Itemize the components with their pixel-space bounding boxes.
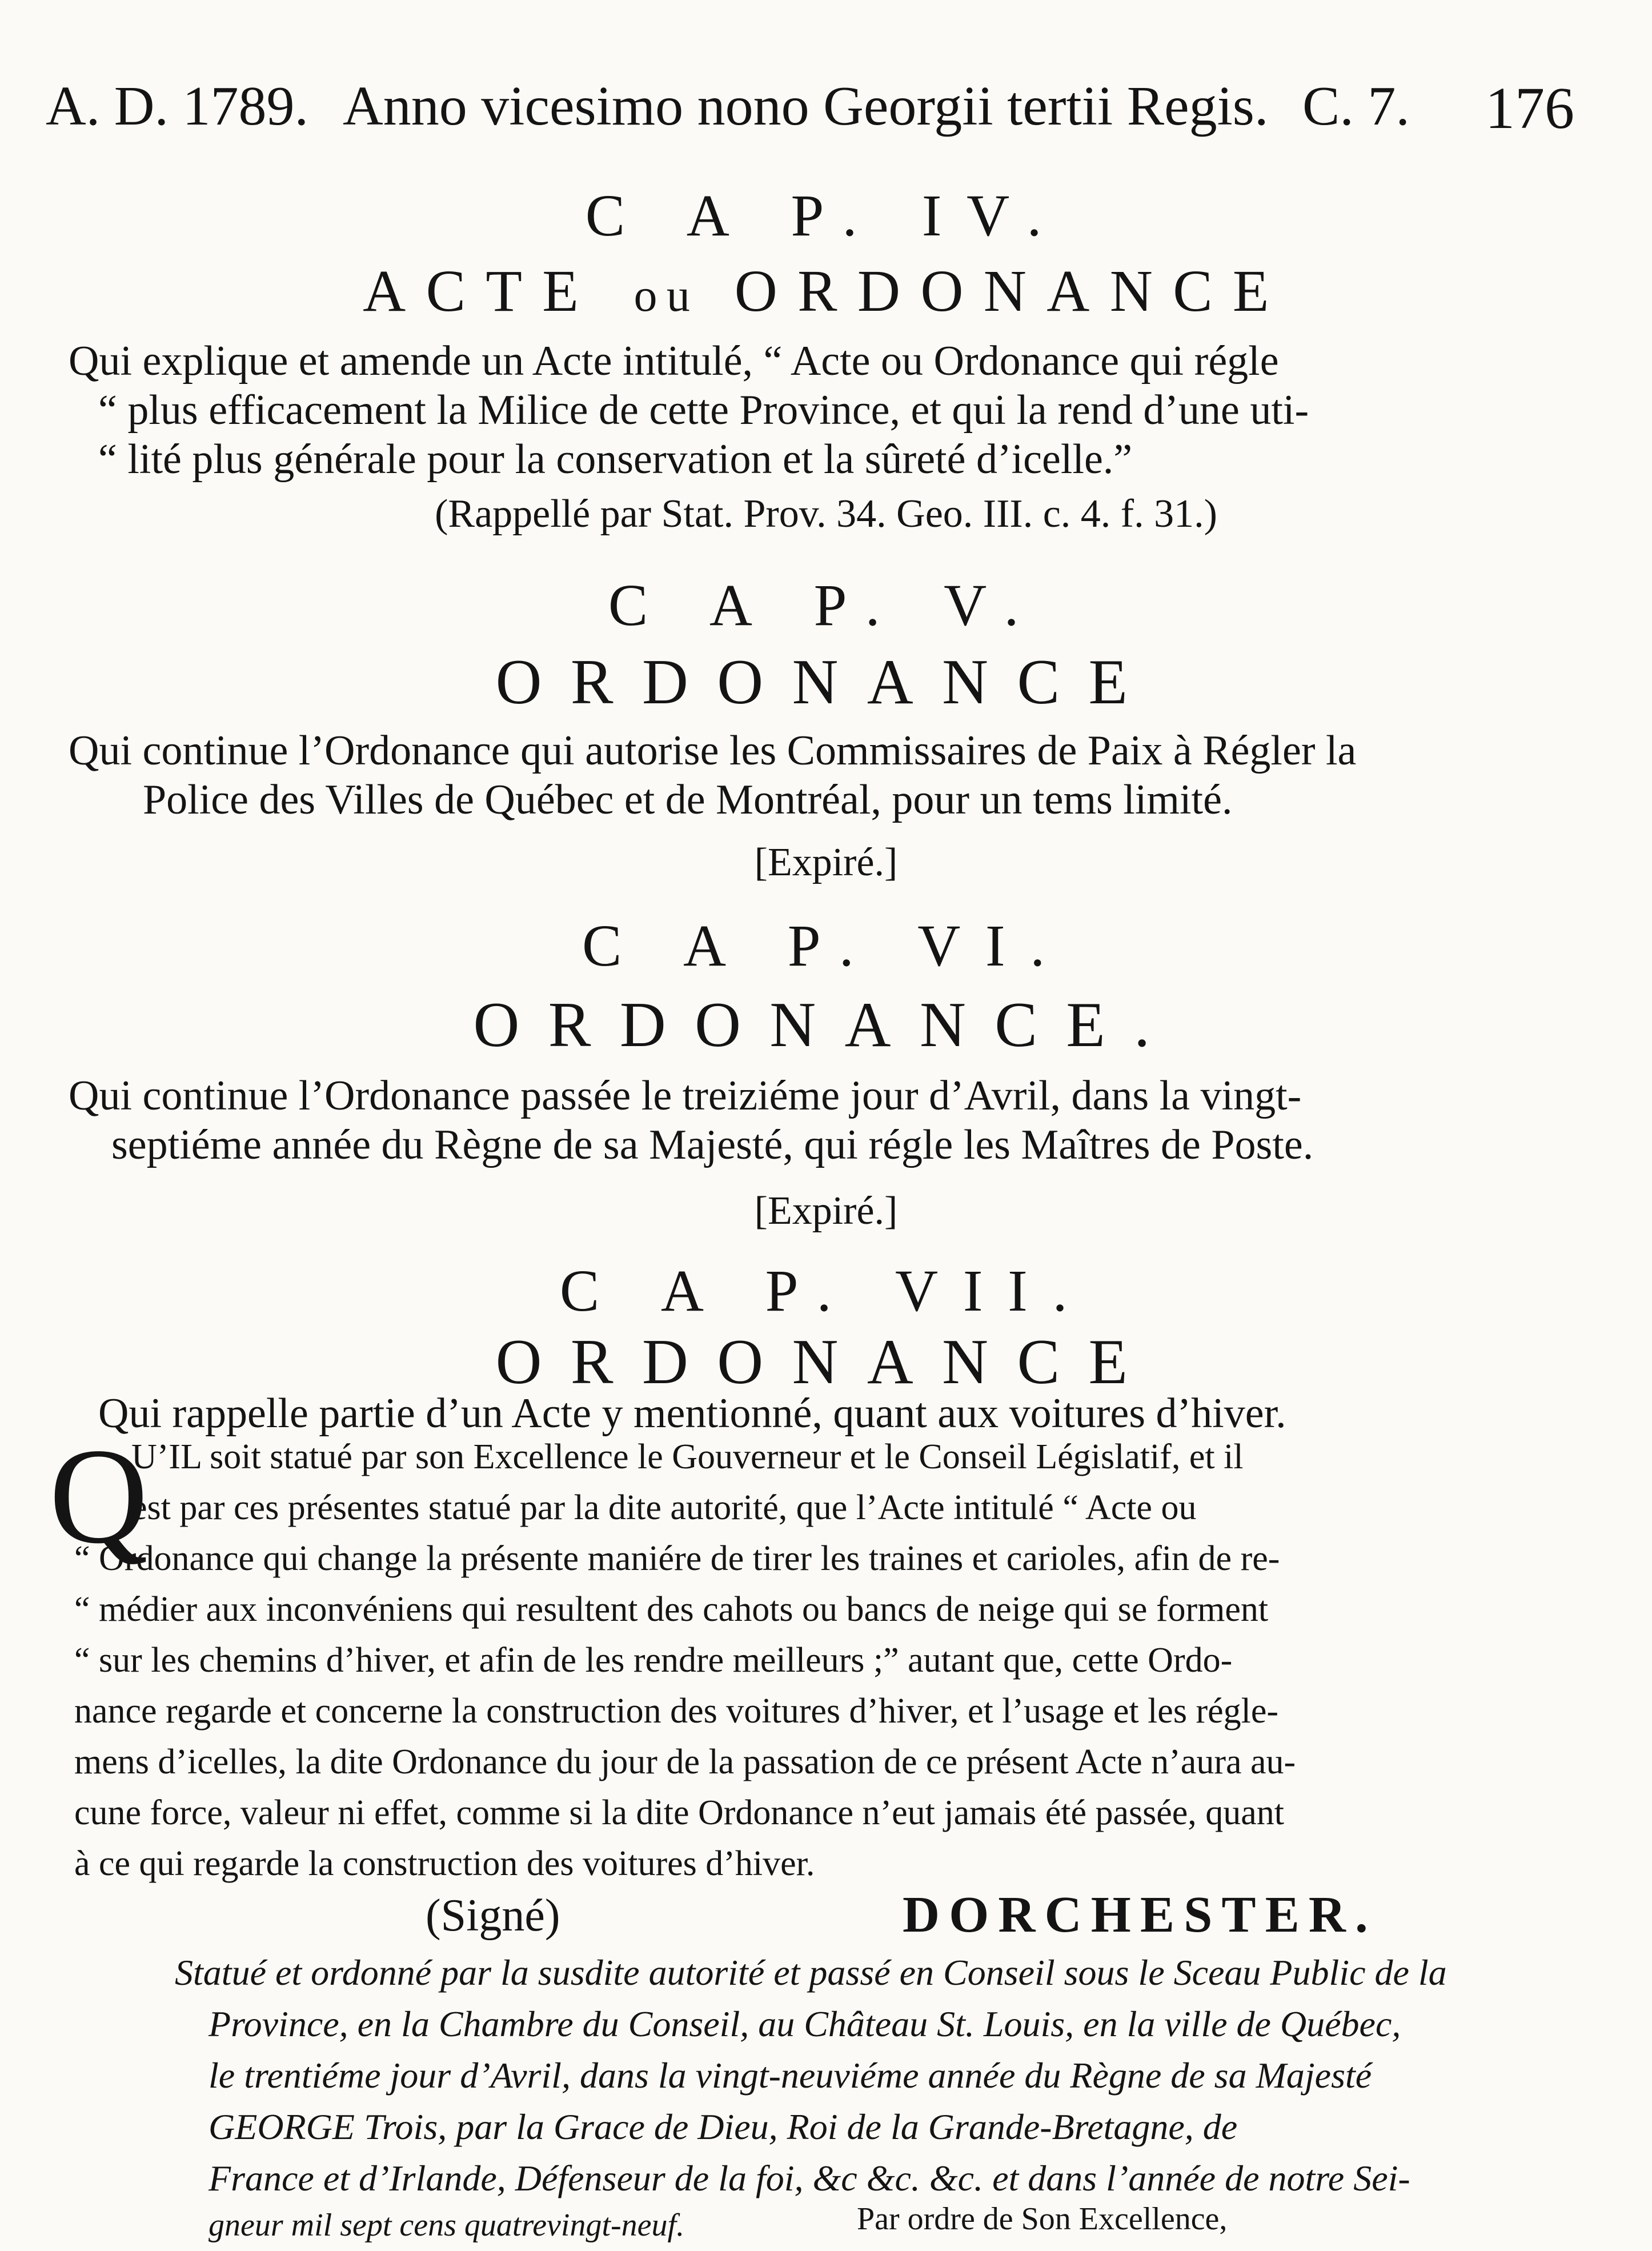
cap4-title <box>0 257 1652 325</box>
cap6-title: ORDONANCE. <box>473 990 1179 1060</box>
cap7-body-line-1: U’IL soit statué par son Excellence le Gouverneur et le Conseil Législatif, et il <box>131 1437 1244 1476</box>
cap7-body-line-7: mens d’icelles, la dite Ordonance du jour de la passation de ce présent Acte n’aura au- <box>74 1743 1296 1781</box>
running-head-reign: Anno vicesimo nono Georgii tertii Regis. <box>343 75 1269 137</box>
cap7-body-line-3: “ Ordonance qui change la présente maniére de tirer les traines et carioles, afin de re- <box>74 1539 1280 1578</box>
cap7-body-line-5: “ sur les chemins d’hiver, et afin de les rendre meilleurs ;” autant que, cette Ordo- <box>74 1641 1233 1680</box>
cap7-body-line-4: “ médier aux inconvéniens qui resultent des cahots ou bancs de neige qui se forment <box>74 1590 1269 1629</box>
cap7-body-line-2: est par ces présentes statué par la dite autorité, que l’Acte intitulé “ Acte ou <box>131 1488 1197 1527</box>
cap5-line-2: Police des Villes de Québec et de Montréal, pour un tems limité. <box>143 776 1233 823</box>
cap4-line-1: Qui explique et amende un Acte intitulé, “ Acte ou Ordonance qui régle <box>69 338 1279 384</box>
cap5-heading: C A P. V. <box>608 572 1044 638</box>
running-head-year: A. D. 1789. <box>46 75 309 137</box>
cap6-heading: C A P. VI. <box>582 913 1070 979</box>
cap4-title-acte: ACTE <box>363 258 599 324</box>
cap4-heading: C A P. IV. <box>585 183 1067 249</box>
cap7-body-line-8: cune force, valeur ni effet, comme si la dite Ordonance n’eut jamais été passée, quant <box>74 1793 1285 1832</box>
par-ordre: Par ordre de Son Excellence, <box>857 2201 1228 2237</box>
cap4-line-2: “ plus efficacement la Milice de cette Province, et qui la rend d’une uti- <box>98 387 1309 434</box>
signatory-dorchester: DORCHESTER. <box>903 1886 1377 1943</box>
cap7-body-line-6: nance regarde et concerne la construction des voitures d’hiver, et l’usage et les régle- <box>74 1692 1278 1731</box>
cap5-line-1: Qui continue l’Ordonance qui autorise les Commissaires de Paix à Régler la <box>69 727 1357 774</box>
enactment-line-4: GEORGE Trois, par la Grace de Dieu, Roi de la Grande-Bretagne, de <box>208 2106 1238 2147</box>
enactment-line-3: le trentiéme jour d’Avril, dans la vingt-neuviéme année du Règne de sa Majesté <box>208 2055 1372 2096</box>
signe-label: (Signé) <box>426 1890 560 1941</box>
enactment-line-6: gneur mil sept cens quatrevingt-neuf. <box>208 2208 685 2243</box>
cap4-repeal-note: (Rappellé par Stat. Prov. 34. Geo. III. c. 4. f. 31.) <box>435 492 1217 536</box>
cap7-subtitle: Qui rappelle partie d’un Acte y mentionné, quant aux voitures d’hiver. <box>98 1390 1286 1437</box>
cap5-title: ORDONANCE <box>495 647 1157 718</box>
cap4-title-ordonance: ORDONANCE <box>734 258 1289 324</box>
cap6-line-1: Qui continue l’Ordonance passée le treiziéme jour d’Avril, dans la vingt- <box>69 1072 1302 1119</box>
cap7-heading: C A P. VII. <box>559 1258 1093 1324</box>
running-head-chapter: C. 7. <box>1302 75 1410 137</box>
cap5-status: [Expiré.] <box>754 840 898 884</box>
cap4-title-ou: ou <box>633 269 700 321</box>
cap6-status: [Expiré.] <box>754 1189 898 1233</box>
cap7-title: ORDONANCE <box>495 1327 1157 1397</box>
enactment-line-1: Statué et ordonné par la susdite autorité et passé en Conseil sous le Sceau Public de la <box>175 1952 1447 1993</box>
enactment-line-2: Province, en la Chambre du Conseil, au Château St. Louis, en la ville de Québec, <box>208 2004 1401 2044</box>
cap6-line-2: septiéme année du Règne de sa Majesté, qui régle les Maîtres de Poste. <box>111 1122 1314 1168</box>
page-number: 176 <box>1485 75 1574 141</box>
enactment-line-5: France et d’Irlande, Défenseur de la foi, &c &c. &c. et dans l’année de notre Sei- <box>208 2158 1410 2198</box>
cap7-drop-cap: Q <box>49 1420 149 1572</box>
cap4-line-3: “ lité plus générale pour la conservation et la sûreté d’icelle.” <box>98 436 1133 483</box>
cap7-body-line-9: à ce qui regarde la construction des voitures d’hiver. <box>74 1844 815 1883</box>
